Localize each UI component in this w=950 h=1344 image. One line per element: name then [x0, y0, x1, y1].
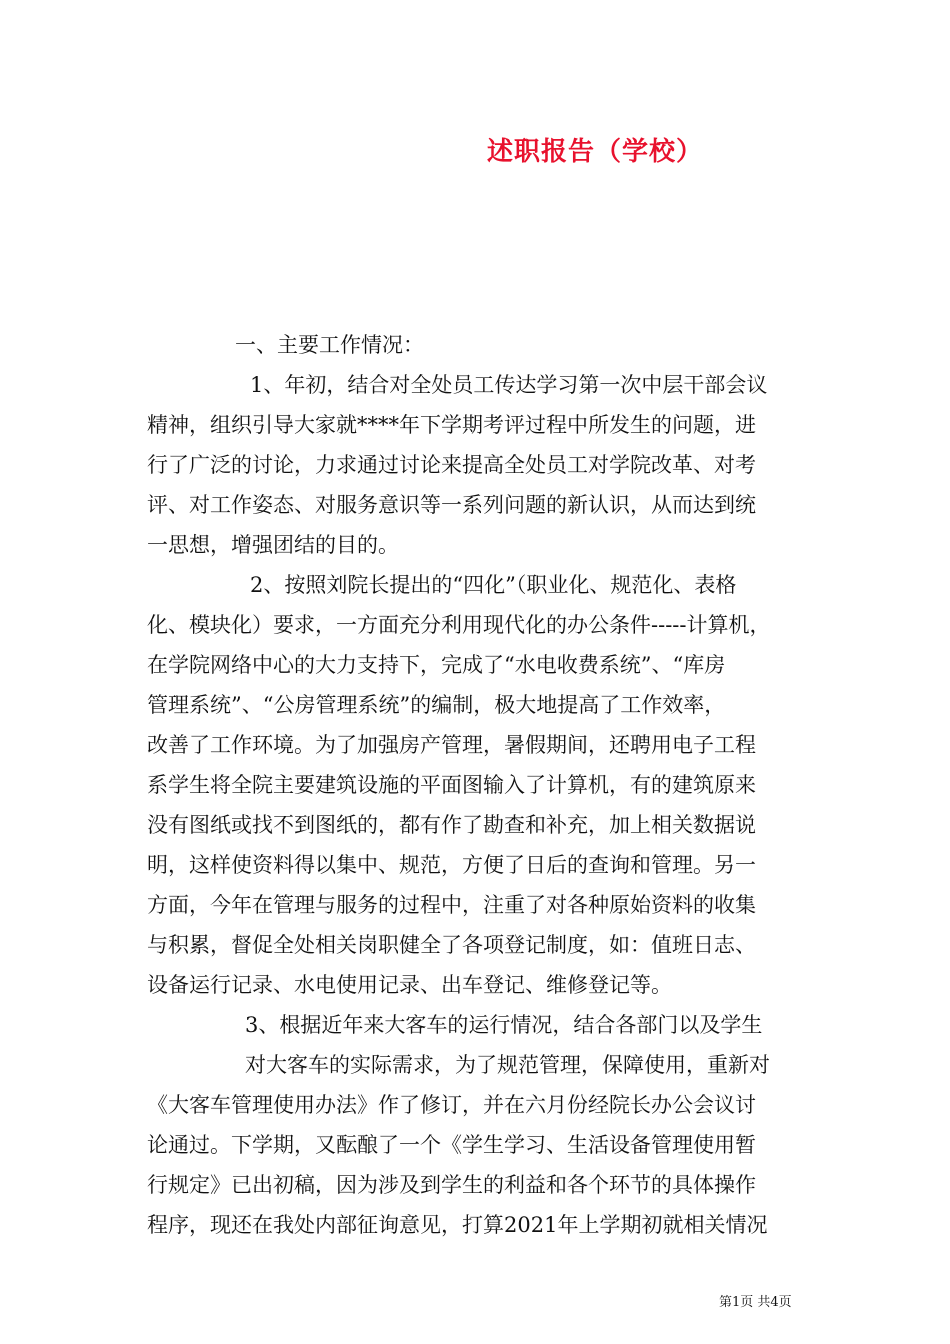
paragraph-line: 明，这样使资料得以集中、规范，方便了日后的查询和管理。另一	[147, 853, 756, 877]
paragraph-line: 方面，今年在管理与服务的过程中，注重了对各种原始资料的收集	[147, 893, 756, 917]
paragraph-line: 论通过。下学期，又酝酿了一个《学生学习、生活设备管理使用暂	[147, 1133, 756, 1157]
paragraph-line: 1、年初，结合对全处员工传达学习第一次中层干部会议	[250, 373, 768, 397]
paragraph-line: 3、根据近年来大客车的运行情况，结合各部门以及学生	[245, 1013, 763, 1037]
paragraph-line: 管理系统”、“公房管理系统”的编制，极大地提高了工作效率，	[147, 693, 726, 717]
document-title: 述职报告（学校）	[487, 137, 704, 167]
paragraph-line: 精神，组织引导大家就****年下学期考评过程中所发生的问题，进	[147, 413, 756, 437]
section-heading: 一、主要工作情况：	[235, 333, 424, 357]
paragraph-line: 对大客车的实际需求，为了规范管理，保障使用，重新对	[245, 1053, 770, 1077]
paragraph-line: 在学院网络中心的大力支持下，完成了“水电收费系统”、“库房	[147, 653, 726, 677]
paragraph-line: 《大客车管理使用办法》作了修订，并在六月份经院长办公会议讨	[147, 1093, 756, 1117]
paragraph-line: 程序，现还在我处内部征询意见，打算2021年上学期初就相关情况	[147, 1213, 768, 1237]
paragraph-line: 设备运行记录、水电使用记录、出车登记、维修登记等。	[147, 973, 672, 997]
paragraph-line: 评、对工作姿态、对服务意识等一系列问题的新认识，从而达到统	[147, 493, 756, 517]
paragraph-line: 一思想，增强团结的目的。	[147, 533, 399, 557]
paragraph-line: 化、模块化）要求，一方面充分利用现代化的办公条件-----计算机，	[147, 613, 771, 637]
paragraph-line: 行了广泛的讨论，力求通过讨论来提高全处员工对学院改革、对考	[147, 453, 756, 477]
paragraph-line: 改善了工作环境。为了加强房产管理，暑假期间，还聘用电子工程	[147, 733, 756, 757]
paragraph-line: 行规定》已出初稿，因为涉及到学生的利益和各个环节的具体操作	[147, 1173, 756, 1197]
paragraph-line: 没有图纸或找不到图纸的，都有作了勘查和补充，加上相关数据说	[147, 813, 756, 837]
paragraph-line: 与积累，督促全处相关岗职健全了各项登记制度，如：值班日志、	[147, 933, 756, 957]
paragraph-line: 2、按照刘院长提出的“四化”（职业化、规范化、表格	[250, 573, 737, 597]
paragraph-line: 系学生将全院主要建筑设施的平面图输入了计算机，有的建筑原来	[147, 773, 756, 797]
page-footer: 第1页 共4页	[719, 1295, 792, 1310]
document-body	[147, 325, 809, 1245]
